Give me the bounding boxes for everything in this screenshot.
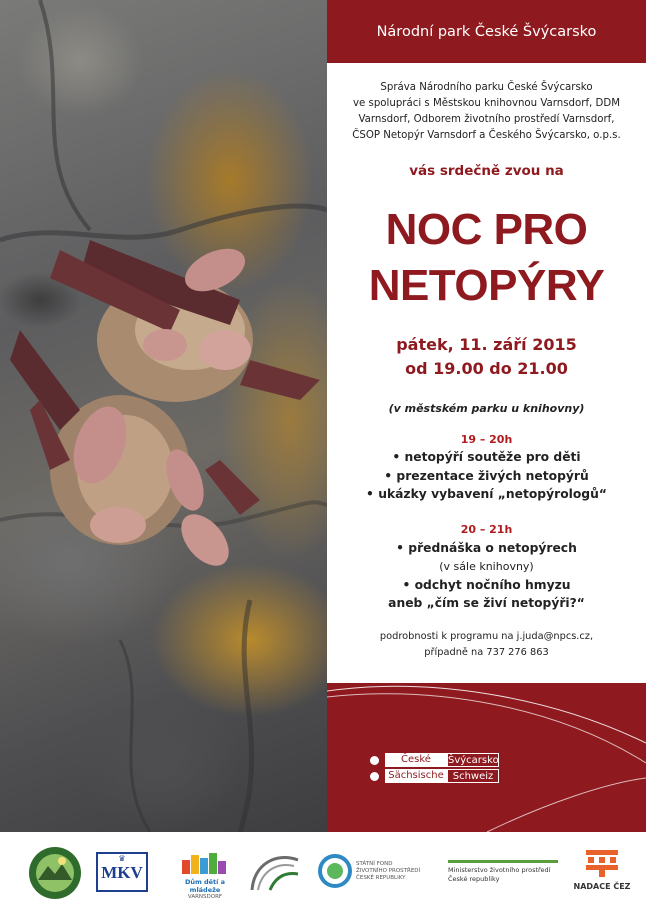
logo-word: České [385,753,447,767]
mzp-line: Ministerstvo životního prostředí [448,866,551,874]
logo-word: Schweiz [447,769,499,783]
event-day: pátek, 11. září 2015 [396,335,577,354]
mkv-text: MKV [101,863,143,882]
program-item: • odchyt nočního hmyzu [402,577,571,592]
park-emblem-icon [28,846,82,900]
cez-symbol-icon [582,848,622,878]
event-title-line1: NOC PRO [385,205,588,254]
program-list-1 [327,448,646,504]
ceske-svycarsko-logo [370,752,499,784]
sfzp-line: STÁTNÍ FOND [356,860,393,867]
sfzp-circle-icon [318,854,352,888]
program-item: • přednáška o netopýrech [396,541,577,555]
organizer-line: Správa Národního parku České Švýcarsko [380,82,593,93]
bat-photo [0,0,327,832]
bat-illustration [0,0,327,832]
cez-text: NADACE ČEZ [573,882,631,891]
invitation-panel [327,63,646,683]
invite-text: vás srdečně zvou na [409,163,564,179]
program-item-note: (v sále knihovny) [439,559,534,573]
logo-row-de [370,768,499,784]
crown-icon: ♛ [118,854,126,863]
contact-phone-line: případně na 737 276 863 [424,647,549,658]
contact-info [327,629,646,661]
partner-logos [0,832,646,911]
sfzp-logo [318,854,420,888]
event-time: od 19.00 do 21.00 [405,359,568,378]
organizer-line: ČSOP Netopýr Varnsdorf a Českého Švýcarsko, o.p.s. [352,130,621,141]
mzp-bar-icon [448,860,558,863]
contact-email-line: podrobnosti k programu na j.juda@npcs.cz, [379,631,594,642]
organizer-line: Varnsdorf, Odborem životního prostředí Varnsdorf, [358,114,615,125]
event-location: (v městském parku u knihovny) [388,402,585,415]
park-emblem-logo [28,846,82,904]
ddm-logo [174,852,236,901]
mzp-logo [448,860,558,884]
header-bar [327,0,646,63]
organizers [327,80,646,144]
program-item: • netopýří soutěže pro děti [392,450,581,464]
logo-word: Sächsische [385,769,447,783]
logo-row-cz [370,752,499,768]
sfzp-text [356,861,420,882]
nadace-cez-logo [570,848,634,892]
mkv-logo [96,852,148,892]
logo-word: Švýcarsko [448,755,499,766]
event-date [327,333,646,381]
program-time-2: 20 – 21h [460,523,513,536]
event-title-line2: NETOPÝRY [368,261,605,310]
organizer-line: ve spolupráci s Městskou knihovnou Varnsdorf, DDM [353,98,620,109]
program-time-1: 19 – 20h [460,433,513,446]
mzp-line: České republiky [448,875,500,883]
footer-band [327,683,646,832]
ddm-text: Dům dětí a mládeže [184,878,226,894]
dot-icon [370,772,379,781]
header-title: Národní park České Švýcarsko [376,23,597,40]
program-item: • prezentace živých netopýrů [384,468,589,483]
ddm-subtext: VARNSDORF [187,894,223,900]
program-item: • ukázky vybavení „netopýrologů“ [366,487,607,501]
program-item-continued: aneb „čím se živí netopýři?“ [388,596,585,610]
ddm-blocks-icon [180,852,230,874]
csop-logo [248,850,302,898]
sfzp-line: ČESKÉ REPUBLIKY [356,874,406,881]
csop-leaf-icon [248,850,302,894]
event-title [327,202,646,314]
program-list-2 [327,539,646,613]
dot-icon [370,756,379,765]
sfzp-line: ŽIVOTNÍHO PROSTŘEDÍ [356,867,421,874]
